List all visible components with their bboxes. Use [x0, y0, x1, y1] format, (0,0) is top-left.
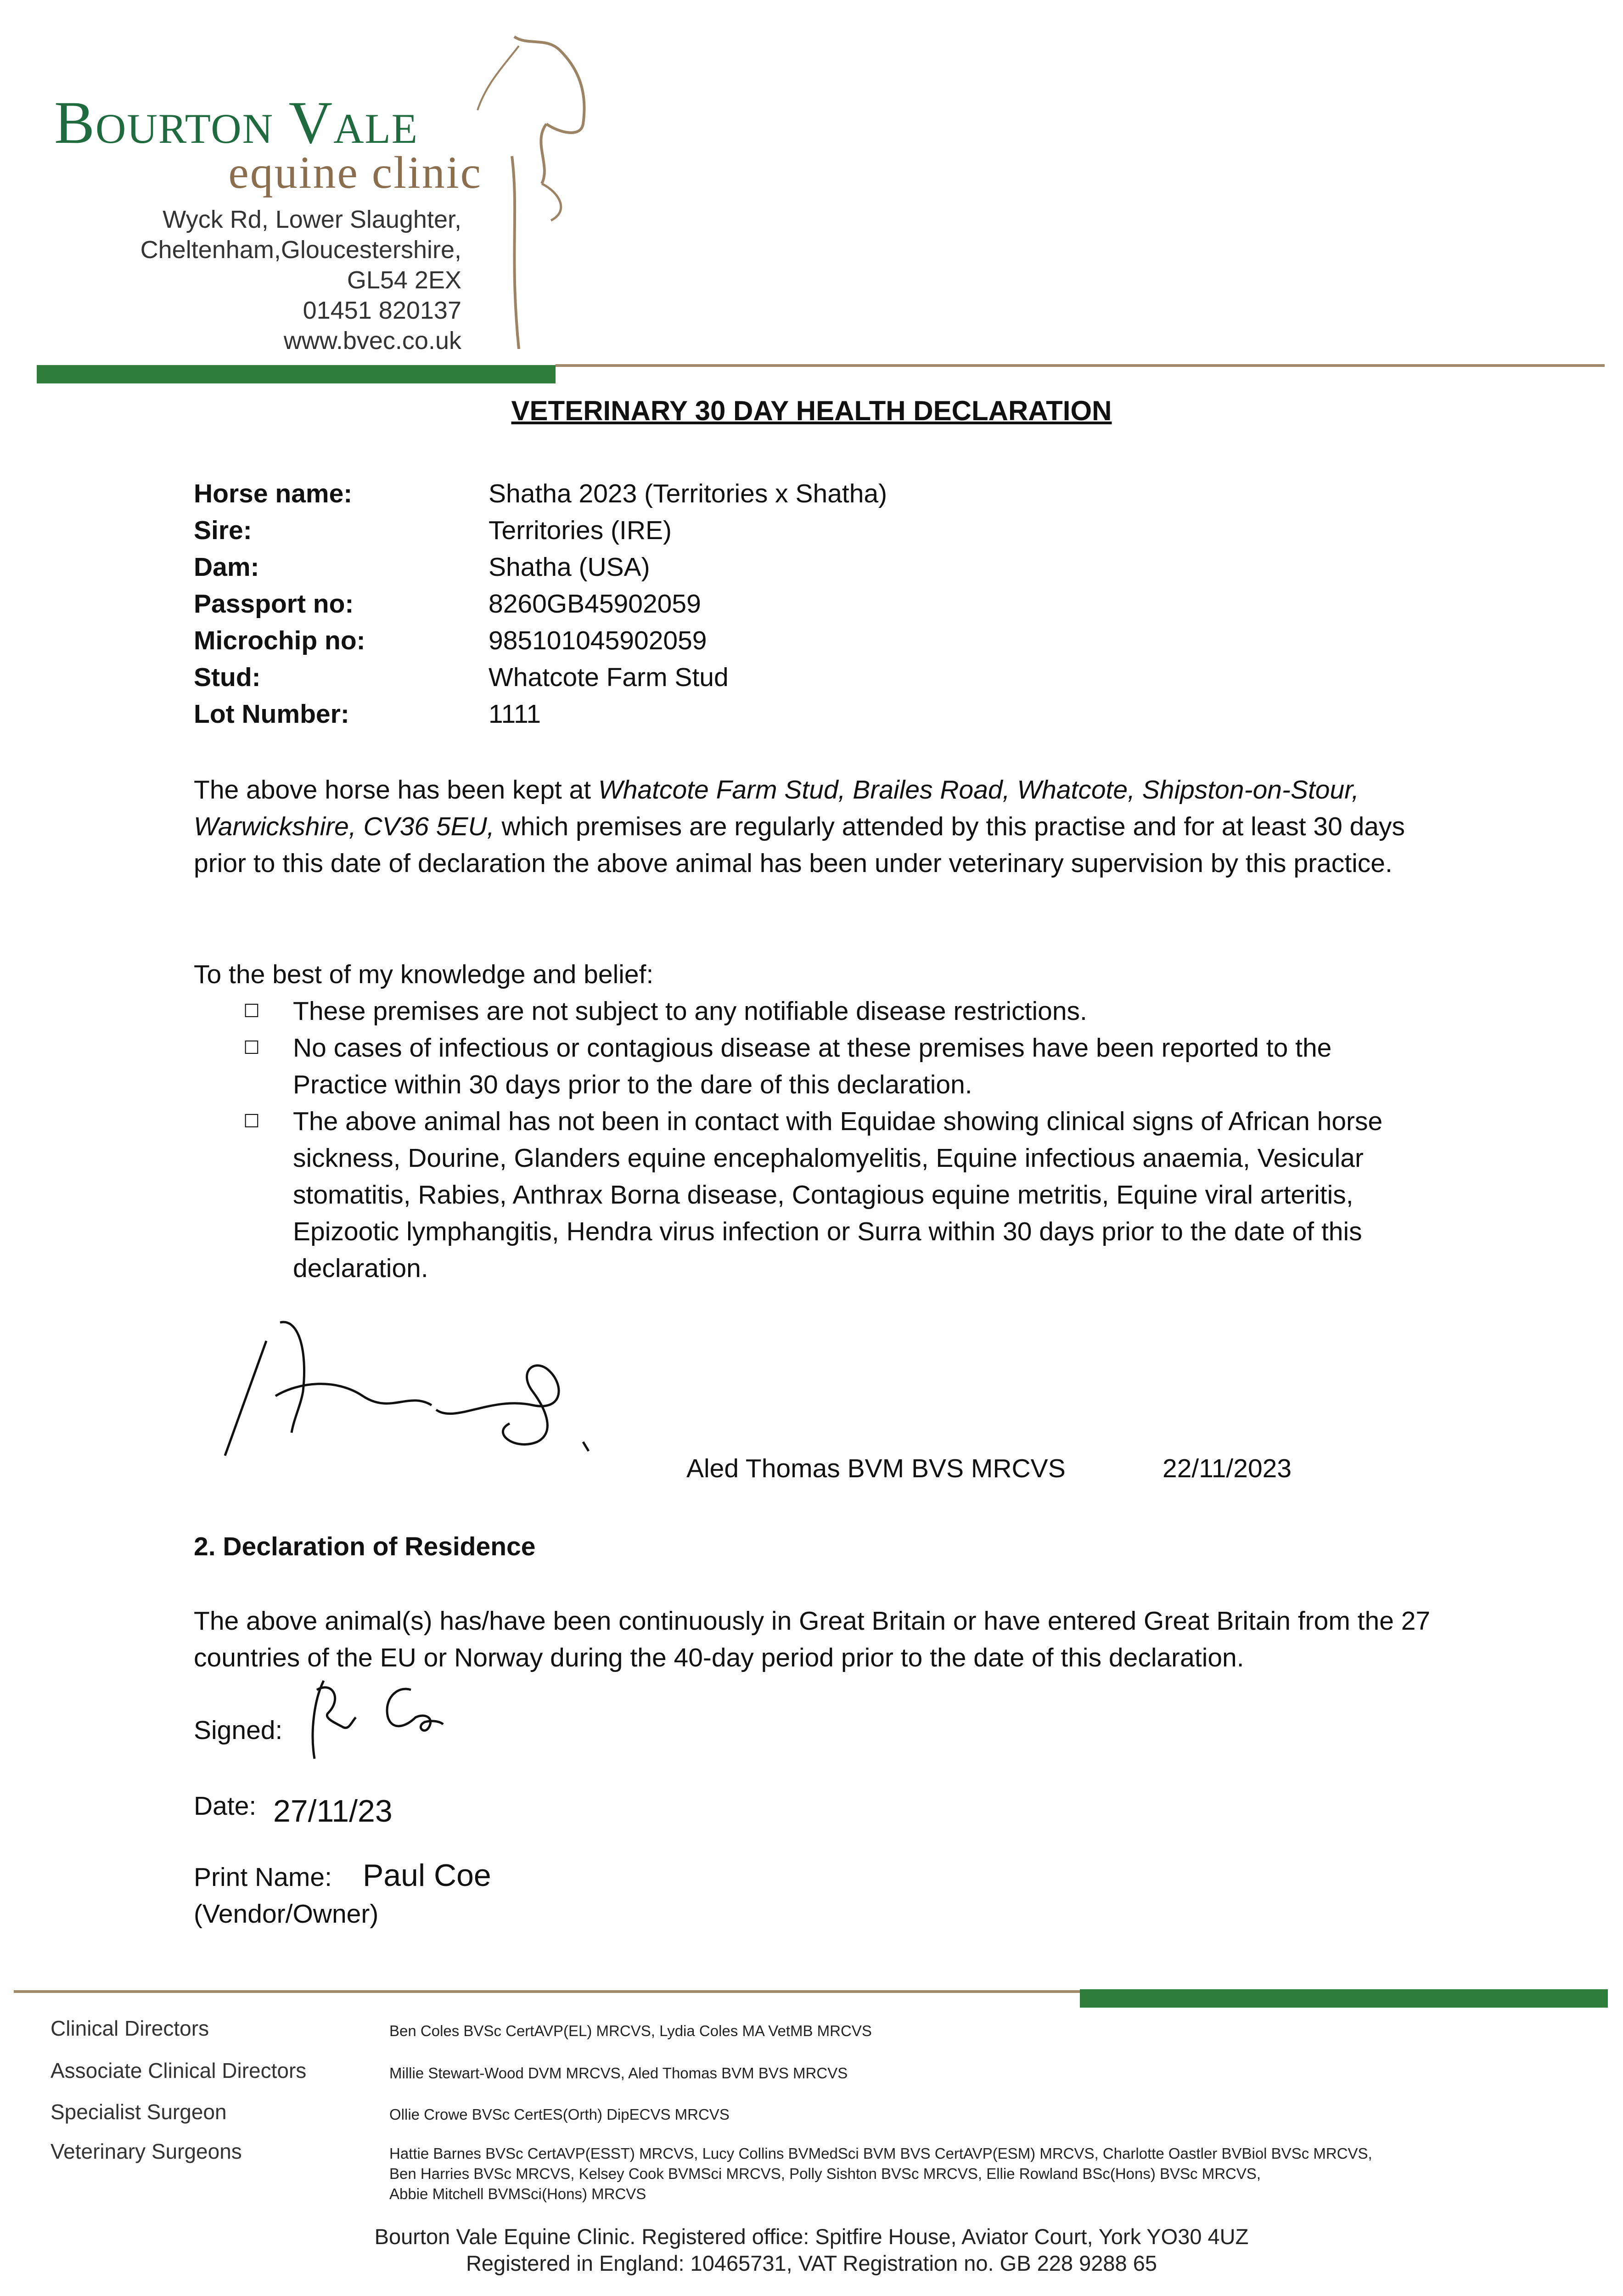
detail-row [194, 585, 887, 622]
detail-label: Stud: [194, 663, 261, 692]
detail-value: Whatcote Farm Stud [489, 663, 729, 692]
detail-row [194, 659, 887, 696]
checklist-text: No cases of infectious or contagious disease at these premises have been reported to the Practice within 30 days prior to the dare of this declaration. [293, 1033, 1332, 1099]
vet-name: Aled Thomas BVM BVS MRCVS [686, 1454, 1066, 1483]
print-name-label: Print Name: [194, 1863, 332, 1892]
detail-value: 985101045902059 [489, 626, 707, 655]
detail-label: Microchip no: [194, 626, 365, 655]
registered-office [0, 2223, 1623, 2277]
horse-details [194, 475, 887, 732]
residence-text: The above animal(s) has/have been continuously in Great Britain or have entered Great Britain from the 27 countries of the EU or Norway during the 40-day period prior to the date of this declaration. [194, 1606, 1431, 1672]
horse-logo-icon [468, 18, 615, 349]
detail-value: 8260GB45902059 [489, 589, 701, 619]
checklist-text: These premises are not subject to any notifiable disease restrictions. [293, 996, 1087, 1026]
print-name-value: Paul Coe [363, 1858, 491, 1893]
vet-signature [216, 1313, 606, 1469]
office-line: Registered in England: 10465731, VAT Registration no. GB 228 9288 65 [466, 2251, 1157, 2275]
address-line: GL54 2EX [347, 266, 461, 294]
header-rule-green [37, 365, 556, 383]
footer-label: Veterinary Surgeons [51, 2139, 242, 2163]
detail-value: 1111 [489, 699, 541, 729]
checklist-text: The above animal has not been in contact with Equidae showing clinical signs of African horse sickness, Dourine, Glanders equine encephalomyelitis, Equine infectious anaemia, Vesicular stomatitis, Rabies, Anthrax Borna disease, Contagious equine metritis, Equine viral arteritis, Epizootic lymphangitis, Hendra virus infection or Surra within 30 days prior to the date of this declaration. [293, 1107, 1383, 1283]
checkbox-icon[interactable]: ☐ [243, 1038, 260, 1058]
paragraph-text: The above horse has been kept at [194, 775, 598, 805]
detail-row [194, 512, 887, 549]
checkbox-icon[interactable]: ☐ [243, 1111, 260, 1131]
detail-label: Horse name: [194, 479, 353, 508]
vendor-role: (Vendor/Owner) [194, 1899, 379, 1929]
detail-label: Sire: [194, 516, 252, 545]
detail-label: Passport no: [194, 589, 354, 619]
paragraph-text: which premises are regularly attended by this practise and for at least 30 days prior to this date of declaration the above animal has been under veterinary supervision by this practice. [194, 812, 1405, 878]
supervision-paragraph [194, 771, 1429, 882]
belief-intro: To the best of my knowledge and belief: [194, 960, 654, 989]
footer-value: Ben Harries BVSc MRCVS, Kelsey Cook BVMSci MRCVS, Polly Sishton BVSc MRCVS, Ellie Rowland BSc(Hons) BVSc MRCVS, [389, 2165, 1261, 2182]
checklist-item [243, 1030, 1428, 1103]
checklist-item [243, 993, 1428, 1030]
detail-label: Lot Number: [194, 699, 349, 729]
checklist-item [243, 1103, 1428, 1287]
detail-row [194, 475, 887, 512]
owner-signature [305, 1671, 448, 1768]
date-label: Date: [194, 1791, 257, 1821]
footer-rule-green [1080, 1989, 1608, 2008]
declaration-checklist [243, 993, 1428, 1287]
clinic-name: Bourton Vale [54, 89, 418, 156]
detail-label: Dam: [194, 552, 259, 582]
website-url[interactable]: www.bvec.co.uk [283, 327, 461, 355]
header-rule-brown [556, 364, 1605, 367]
clinic-subtitle: equine clinic [228, 147, 482, 198]
footer-rule-brown [14, 1990, 1084, 1993]
detail-row [194, 549, 887, 585]
footer-value: Ben Coles BVSc CertAVP(EL) MRCVS, Lydia Coles MA VetMB MRCVS [389, 2022, 872, 2039]
address-line: Cheltenham,Gloucestershire, [140, 236, 461, 264]
signed-label: Signed: [194, 1716, 283, 1745]
footer-label: Clinical Directors [51, 2016, 209, 2040]
document-title: VETERINARY 30 DAY HEALTH DECLARATION [511, 395, 1112, 426]
footer-label: Associate Clinical Directors [51, 2059, 307, 2082]
address-line: Wyck Rd, Lower Slaughter, [163, 206, 461, 233]
footer-value: Abbie Mitchell BVMSci(Hons) MRCVS [389, 2185, 646, 2202]
clinic-address [140, 204, 461, 356]
premises-address: Whatcote Farm Stud, Brailes Road, Whatcote, Shipston-on-Stour, Warwickshire, CV36 5EU, [194, 775, 1359, 841]
footer-value: Ollie Crowe BVSc CertES(Orth) DipECVS MRCVS [389, 2106, 730, 2123]
footer-value: Millie Stewart-Wood DVM MRCVS, Aled Thomas BVM BVS MRCVS [389, 2065, 848, 2082]
vet-date: 22/11/2023 [1162, 1454, 1292, 1483]
section-2-heading: 2. Declaration of Residence [194, 1532, 536, 1561]
detail-row [194, 622, 887, 659]
date-value: 27/11/23 [273, 1794, 393, 1829]
phone-number: 01451 820137 [303, 297, 461, 324]
detail-value: Shatha (USA) [489, 552, 650, 582]
detail-value: Territories (IRE) [489, 516, 672, 545]
checkbox-icon[interactable]: ☐ [243, 1001, 260, 1021]
detail-row [194, 696, 887, 732]
office-line: Bourton Vale Equine Clinic. Registered office: Spitfire House, Aviator Court, York YO30 4UZ [374, 2224, 1249, 2249]
footer-label: Specialist Surgeon [51, 2100, 227, 2124]
detail-value: Shatha 2023 (Territories x Shatha) [489, 479, 887, 508]
footer-value: Hattie Barnes BVSc CertAVP(ESST) MRCVS, Lucy Collins BVMedSci BVM BVS CertAVP(ESM) MRCVS, Charlotte Oastler BVBiol BVSc MRCVS, [389, 2145, 1372, 2162]
